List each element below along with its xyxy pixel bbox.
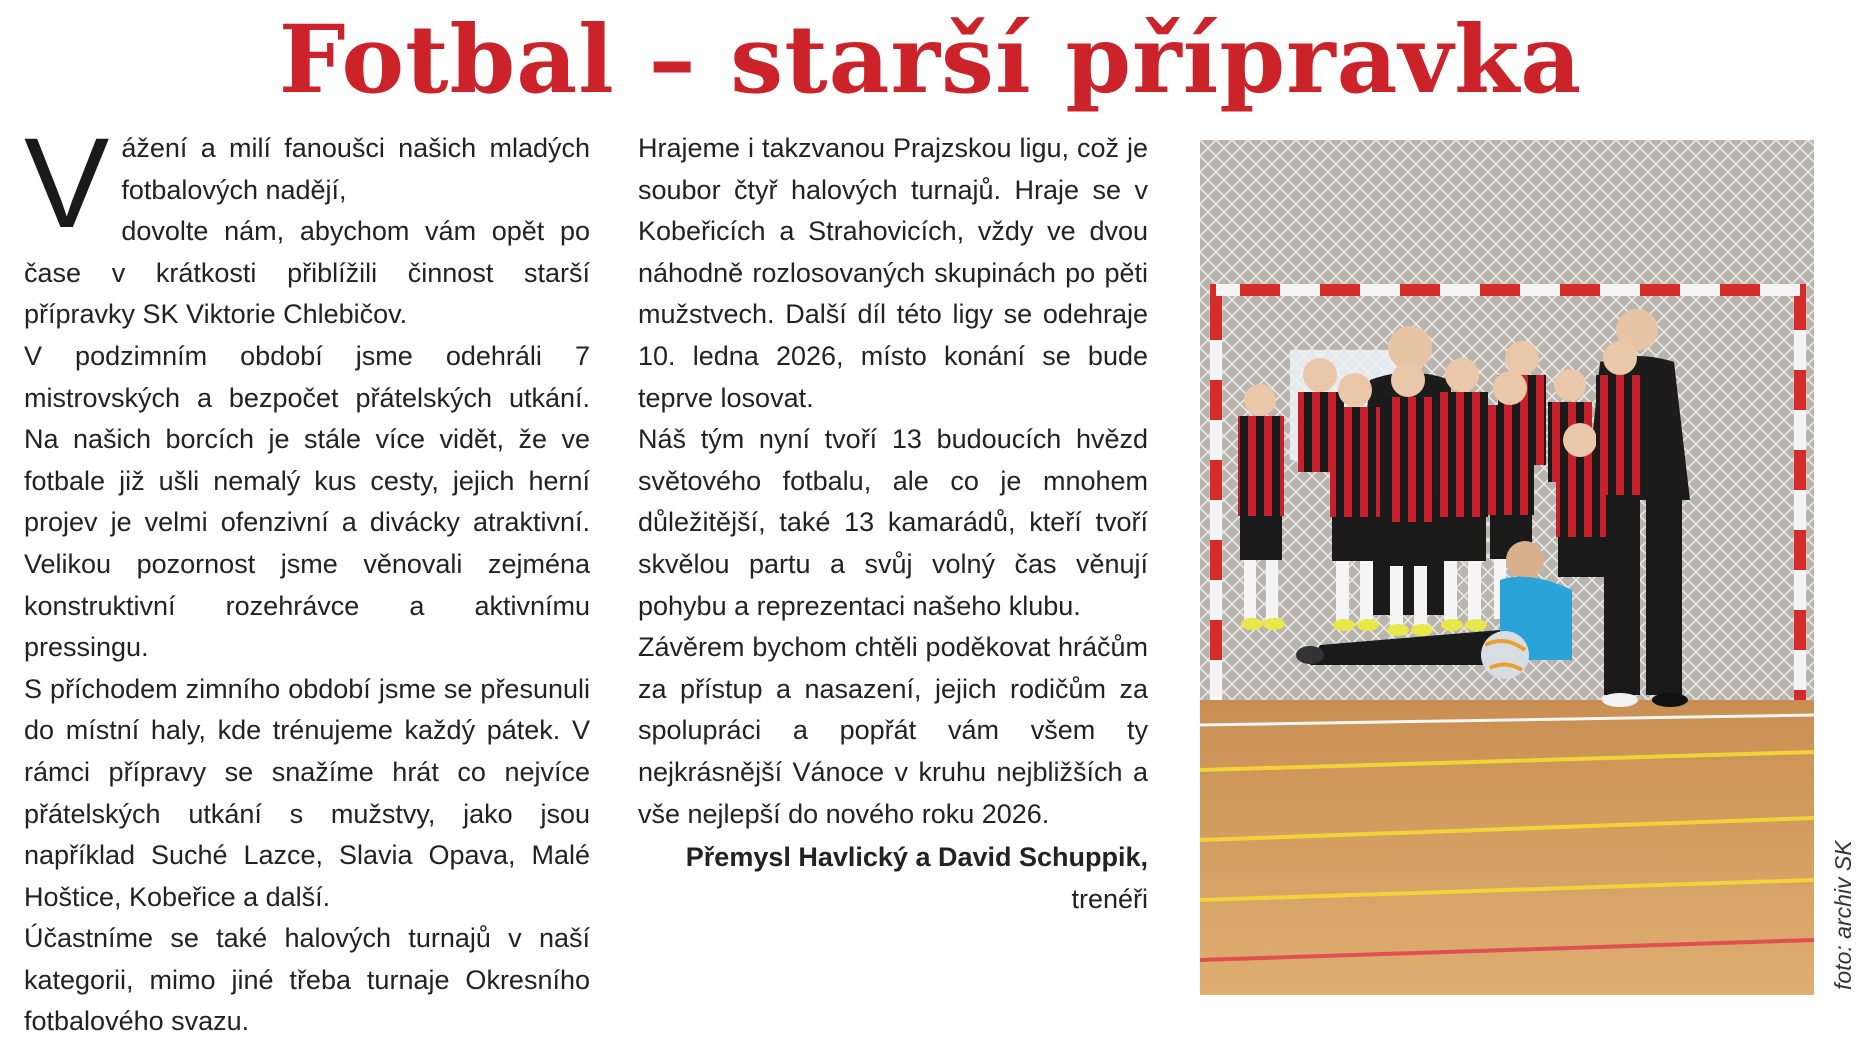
photo-credit: foto: archiv SK bbox=[1830, 840, 1856, 990]
winter-training-paragraph: S příchodem zimního období jsme se přesunuli do místní haly, kde trénujeme každý pátek. V rámci přípravy se snažíme hrát co nejvíce přátelských utkání s mužstvy, jako jsou například Suché Lazce, Slavia Opava, Malé Hoštice, Kobeřice a další. bbox=[24, 673, 590, 912]
article-title: Fotbal – starší přípravka bbox=[278, 5, 1583, 115]
article-column-middle bbox=[638, 128, 1148, 920]
autumn-season-paragraph: V podzimním období jsme odehráli 7 mistrovských a bezpočet přátelských utkání. Na našich borcích je stále více vidět, že ve fotbale již ušli nemalý kus cesty, jejich herní projev je velmi ofenzivní a divácky atraktivní. Velikou pozornost jsme věnovali zejména konstruktivní rozehrávce a aktivnímu pressingu. bbox=[24, 340, 590, 663]
article-column-left bbox=[24, 112, 590, 1043]
team-photo bbox=[1200, 140, 1814, 995]
signature-role: trenéři bbox=[1071, 883, 1148, 914]
drop-cap: V bbox=[24, 112, 110, 255]
team-paragraph: Náš tým nyní tvoří 13 budoucích hvězd světového fotbalu, ale co je mnohem důležitější, také 13 kamarádů, kteří tvoří skvělou partu a svůj volný čas věnují pohybu a reprezentaci našeho klubu. bbox=[638, 424, 1148, 621]
intro-paragraph: dovolte nám, abychom vám opět po čase v krátkosti přiblížili činnost starší přípravky SK Viktorie Chlebičov. bbox=[24, 216, 590, 330]
league-paragraph: Hrajeme i takzvanou Prajzskou ligu, což je soubor čtyř halových turnajů. Hraje se v Kobeřicích a Strahovicích, vždy ve dvou náhodně rozlosovaných skupinách po pěti mužstvech. Další díl této ligy se odehraje 10. ledna 2026, místo konání se bude teprve losovat. bbox=[638, 133, 1148, 413]
tournaments-paragraph: Účastníme se také halových turnajů v naší kategorii, mimo jiné třeba turnaje Okresního fotbalového svazu. bbox=[24, 923, 590, 1037]
signature-names: Přemysl Havlický a David Schuppik, bbox=[685, 842, 1148, 873]
greeting-paragraph: ážení a milí fanoušci našich mladých fotbalových nadějí, bbox=[121, 133, 590, 205]
thanks-paragraph: Závěrem bychom chtěli poděkovat hráčům za přístup a nasazení, jejich rodičům za spolupráci a popřát vám všem ty nejkrásnější Vánoce v kruhu nejbližších a vše nejlepší do nového roku 2026. bbox=[638, 632, 1148, 829]
